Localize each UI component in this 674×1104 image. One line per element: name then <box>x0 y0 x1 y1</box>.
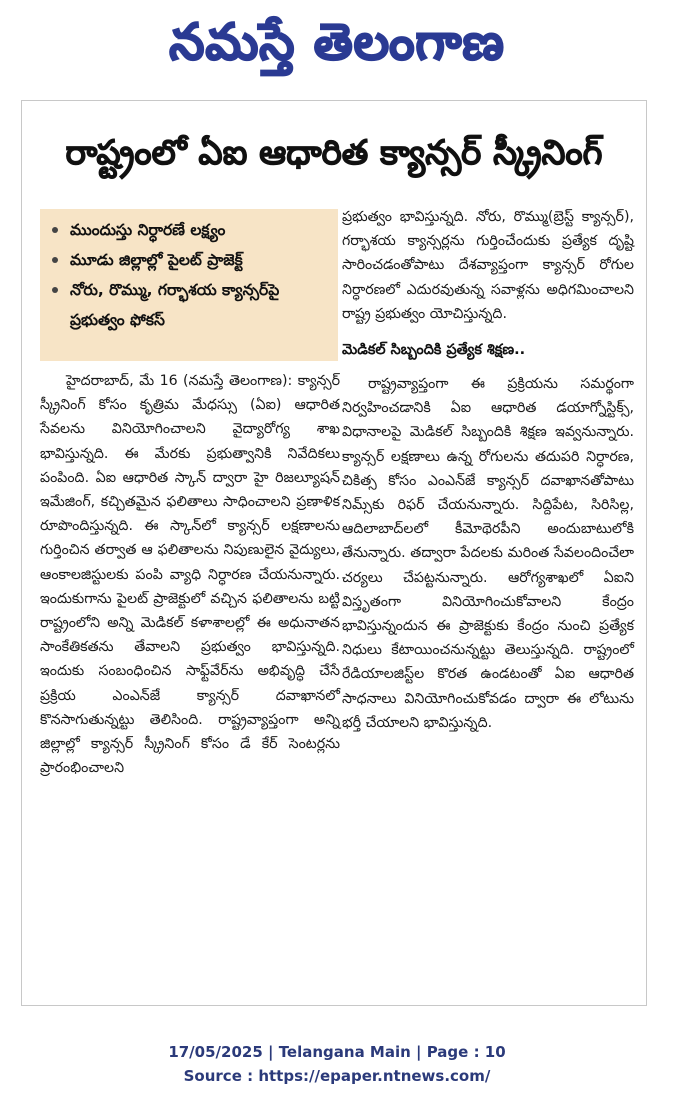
news-clipping <box>21 100 647 1006</box>
masthead-logo-text: నమస్తే తెలంగాణ <box>169 13 505 71</box>
article-subheading: మెడికల్ సిబ్బందికి ప్రత్యేక శిక్షణ.. <box>342 342 526 359</box>
highlight-item <box>48 215 330 245</box>
highlight-item <box>48 245 330 275</box>
highlight-text: నోరు, రొమ్ము, గర్భాశయ క్యాన్సర్‌పై ప్రభుత్వం ఫోకస్ <box>70 281 280 329</box>
article-column-right <box>342 205 634 735</box>
bullet-icon <box>52 287 58 293</box>
article-paragraph: ప్రభుత్వం భావిస్తున్నది. నోరు, రొమ్ము(బ్రెస్ట్ క్యాన్సర్), గర్భాశయ క్యాన్సర్లను గుర్తించేందుకు ప్రత్యేక దృష్టి సారించడంతోపాటు దేశవ్యాప్తంగా క్యాన్సర్ రోగుల నిర్ధారణలో ఎదురవుతున్న సవాళ్లను అధిగమించాలని రాష్ట్ర ప్రభుత్వం యోచిస్తున్నది. <box>342 209 634 322</box>
highlight-text: ముందుస్తు నిర్ధారణే లక్ష్యం <box>70 221 226 239</box>
source-link[interactable]: Source : https://epaper.ntnews.com/ <box>183 1067 491 1085</box>
edition-info: 17/05/2025 | Telangana Main | Page : 10 <box>168 1043 506 1061</box>
highlights-box <box>40 209 338 361</box>
article-paragraph: రాష్ట్రవ్యాప్తంగా ఈ ప్రక్రియను సమర్థంగా నిర్వహించడానికి ఏఐ ఆధారిత డయాగ్నోస్టిక్స్, విధానాలపై మెడికల్ సిబ్బందికి శిక్షణ ఇవ్వనున్నారు. క్యాన్సర్ లక్షణాలు ఉన్న రోగులను తదుపరి నిర్ధారణ, చికిత్స కోసం ఎంఎన్‌జే క్యాన్సర్ దవాఖానతోపాటు నిమ్స్‌కు రిఫర్ చేయనున్నారు. సిద్దిపేట, సిరిసిల్ల, ఆదిలాబాద్‌లలో కీమోథెరపీని అందుబాటులోకి తేనున్నారు. తద్వారా పేదలకు మరింత సేవలందించేలా చర్యలు చేపట్టనున్నారు. ఆరోగ్యశాఖలో ఏఐని విస్తృతంగా వినియోగించుకోవాలని కేంద్రం భావిస్తున్నందున ఈ ప్రాజెక్టుకు కేంద్రం నుంచి ప్రత్యేక నిధులు కేటాయించనున్నట్టు తెలుస్తున్నది. రాష్ట్రంలో రేడియాలజిస్ట్‌ల కొరత ఉండటంతో ఏఐ ఆధారిత సాధనాలు వినియోగించుకోవడం ద్వారా ఈ లోటును భర్తీ చేయాలని భావిస్తున్నది. <box>342 376 634 731</box>
newspaper-masthead <box>0 4 674 84</box>
article-column-left <box>40 369 340 780</box>
bullet-icon <box>52 257 58 263</box>
article-headline: రాష్ట్రంలో ఏఐ ఆధారిత క్యాన్సర్ స్క్రీనింగ్ <box>65 133 603 173</box>
highlight-text: మూడు జిల్లాల్లో పైలట్ ప్రాజెక్ట్ <box>70 251 243 269</box>
article-paragraph: హైదరాబాద్, మే 16 (నమస్తే తెలంగాణ): క్యాన్సర్ స్క్రీనింగ్ కోసం కృత్రిమ మేధస్సు (ఏఐ) ఆధారిత సేవలను వినియోగించాలని వైద్యారోగ్య శాఖ భావిస్తున్నది. ఈ మేరకు ప్రభుత్వానికి నివేదికలు పంపింది. ఏఐ ఆధారిత స్కాన్ ద్వారా హై రిజల్యూషన్ ఇమేజింగ్, కచ్చితమైన ఫలితాలు సాధించాలని ప్రణాళిక రూపొందిస్తున్నది. ఈ స్కాన్‌లో క్యాన్సర్ లక్షణాలను గుర్తించిన తర్వాత ఆ ఫలితాలను నిపుణులైన వైద్యులు, ఆంకాలజిస్టులకు పంపి వ్యాధి నిర్ధారణ చేయనున్నారు. ఇందుకుగాను పైలట్ ప్రాజెక్టులో వచ్చిన ఫలితాలను బట్టి రాష్ట్రంలోని అన్ని మెడికల్ కళాశాలల్లో ఈ అధునాతన సాంకేతికతను తేవాలని ప్రభుత్వం భావిస్తున్నది. ఇందుకు సంబంధించిన సాఫ్ట్‌వేర్‌ను అభివృద్ధి చేసే ప్రక్రియ ఎంఎన్‌జే క్యాన్సర్ దవాఖానలో కొనసాగుతున్నట్టు తెలిసింది. రాష్ట్రవ్యాప్తంగా అన్ని జిల్లాల్లో క్యాన్సర్ స్క్రీనింగ్ కోసం డే కేర్ సెంటర్లను ప్రారంభించాలని <box>40 373 340 777</box>
page-footer <box>0 1040 674 1088</box>
bullet-icon <box>52 227 58 233</box>
highlight-item <box>48 275 330 335</box>
highlights-list <box>48 215 330 335</box>
